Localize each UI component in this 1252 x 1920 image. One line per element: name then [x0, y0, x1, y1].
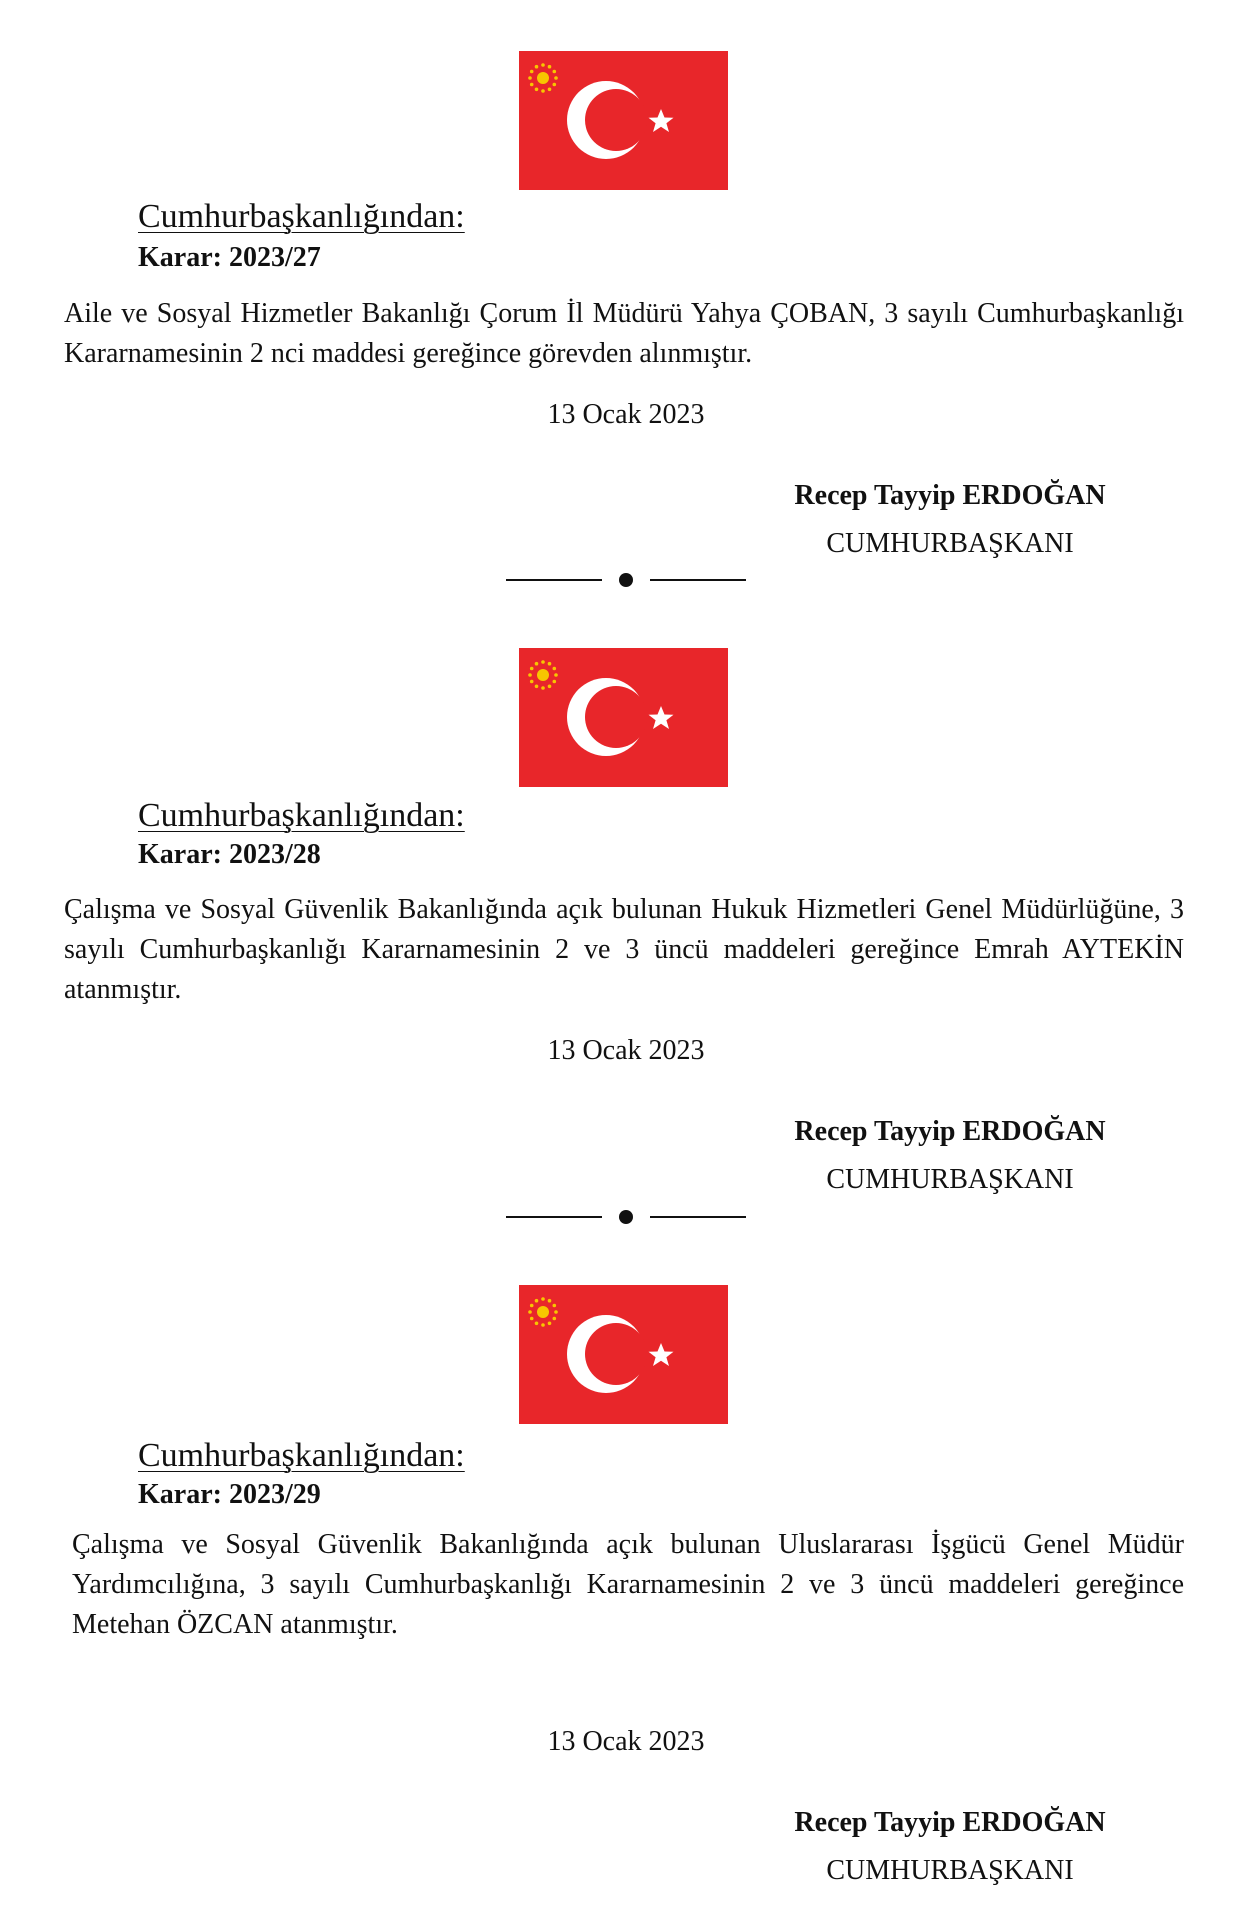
decision-body: Aile ve Sosyal Hizmetler Bakanlığı Çorum İl Müdürü Yahya ÇOBAN, 3 sayılı Cumhurbaşkanlığı Kararnamesinin 2 nci maddesi gereğince görevden alınmıştır.: [64, 298, 1184, 369]
turkish-flag-icon: [519, 648, 728, 787]
section-heading: Cumhurbaşkanlığından:: [138, 1437, 465, 1474]
signer-office: CUMHURBAŞKANI: [826, 528, 1074, 559]
signer-name: Recep Tayyip ERDOĞAN: [794, 480, 1106, 511]
turkish-flag-icon: [519, 51, 728, 190]
decision-number: Karar: 2023/29: [138, 1479, 321, 1510]
decision-body: Çalışma ve Sosyal Güvenlik Bakanlığında açık bulunan Uluslararası İşgücü Genel Müdür Yardımcılığına, 3 sayılı Cumhurbaşkanlığı Kararnamesinin 2 ve 3 üncü maddeleri gereğince Metehan ÖZCAN atanmıştır.: [72, 1529, 1184, 1640]
turkish-flag-icon: [519, 1285, 728, 1424]
decision-section-2: [0, 600, 1252, 1240]
decision-section-1: [0, 0, 1252, 600]
decision-number: Karar: 2023/28: [138, 839, 321, 870]
section-heading: Cumhurbaşkanlığından:: [138, 198, 465, 235]
decision-date: 13 Ocak 2023: [547, 1726, 705, 1757]
decision-number: Karar: 2023/27: [138, 242, 321, 273]
decision-date: 13 Ocak 2023: [547, 399, 705, 430]
signer-name: Recep Tayyip ERDOĞAN: [794, 1807, 1106, 1838]
decision-section-3: [0, 1240, 1252, 1920]
section-separator: [506, 570, 746, 590]
signer-name: Recep Tayyip ERDOĞAN: [794, 1116, 1106, 1147]
decision-date: 13 Ocak 2023: [547, 1035, 705, 1066]
decision-body: Çalışma ve Sosyal Güvenlik Bakanlığında açık bulunan Hukuk Hizmetleri Genel Müdürlüğüne, 3 sayılı Cumhurbaşkanlığı Kararnamesinin 2 ve 3 üncü maddeleri gereğince Emrah AYTEKİN atanmıştır.: [64, 894, 1184, 1005]
section-heading: Cumhurbaşkanlığından:: [138, 797, 465, 834]
signer-office: CUMHURBAŞKANI: [826, 1855, 1074, 1886]
signer-office: CUMHURBAŞKANI: [826, 1164, 1074, 1195]
section-separator: [506, 1207, 746, 1227]
